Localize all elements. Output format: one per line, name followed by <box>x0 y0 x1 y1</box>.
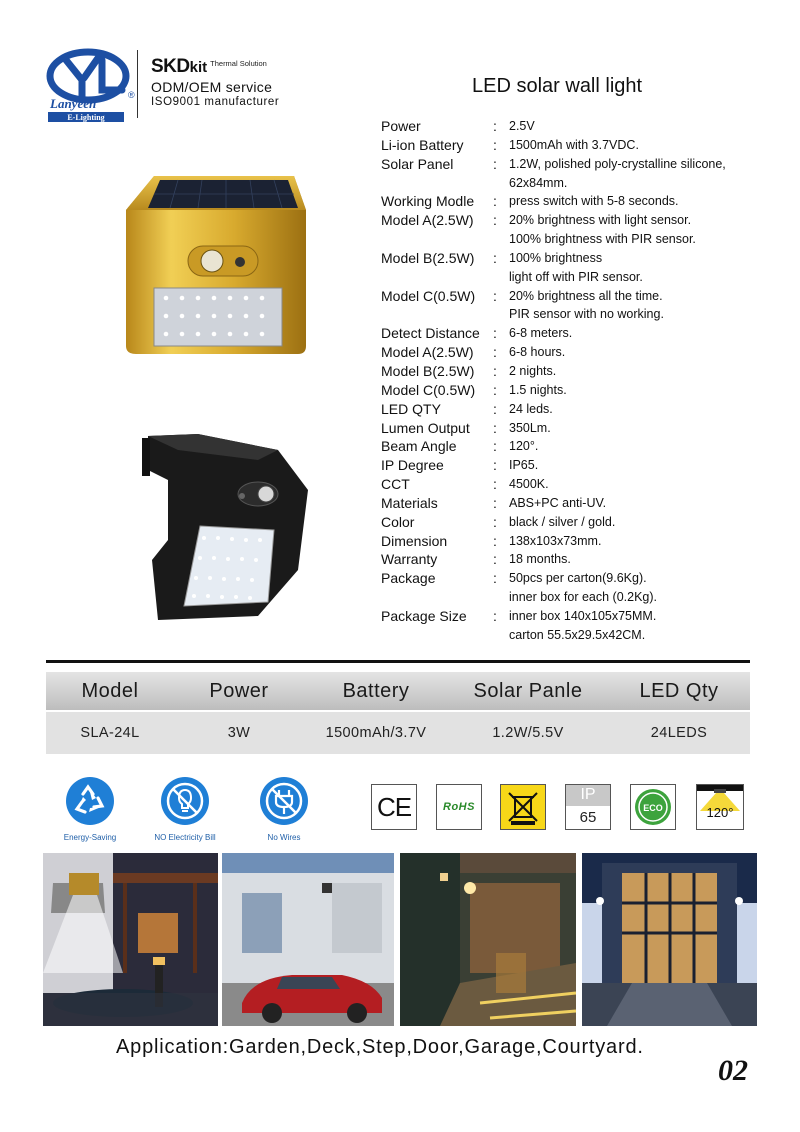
page-number: 02 <box>718 1054 748 1087</box>
iso-text: ISO9001 manufacturer <box>151 96 280 108</box>
spec-value <box>509 287 664 325</box>
spec-row <box>381 569 726 607</box>
rohs-text: RoHS <box>443 801 475 813</box>
spec-label: Warranty <box>381 551 438 568</box>
application-text: Application:Garden,Deck,Step,Door,Garage,Courtyard. <box>116 1036 644 1058</box>
spec-value-line: 62x84mm. <box>509 175 568 190</box>
spec-colon: : <box>493 570 497 587</box>
spec-value <box>509 155 726 193</box>
spec-value-line: 18 months. <box>509 552 571 567</box>
spec-colon: : <box>493 155 497 172</box>
spec-value-line: 1.5 nights. <box>509 382 567 397</box>
spec-value-line: 2.5V <box>509 119 535 133</box>
no-bulb-icon <box>160 776 210 826</box>
spec-label: Model B(2.5W) <box>381 362 475 379</box>
spec-label: LED QTY <box>381 400 441 417</box>
feature-label-no-electricity-bill: NO Electricity Bill <box>154 833 216 842</box>
specification-list <box>381 117 726 645</box>
spec-label: Model C(0.5W) <box>381 381 476 398</box>
spec-value <box>509 324 572 343</box>
model-table <box>46 672 750 754</box>
spec-colon: : <box>493 136 497 153</box>
spec-colon: : <box>493 381 497 398</box>
photo-garage <box>222 853 394 1026</box>
spec-row <box>381 362 726 381</box>
spec-row <box>381 192 726 211</box>
beam-angle-mark <box>696 784 744 830</box>
spec-value <box>509 136 639 155</box>
cell-solar-panel: 1.2W/5.5V <box>492 725 564 741</box>
spec-value-line: 100% brightness with PIR sensor. <box>509 232 696 247</box>
spec-colon: : <box>493 457 497 474</box>
kit-text: kit <box>189 59 208 76</box>
spec-value-line: 50pcs per carton(9.6Kg). <box>509 571 647 586</box>
spec-value <box>509 456 538 475</box>
spec-value-line: 138x103x73mm. <box>509 533 602 548</box>
spec-value <box>509 211 696 249</box>
spec-label: Materials <box>381 494 438 511</box>
spec-label: Dimension <box>381 532 448 549</box>
spec-colon: : <box>493 494 497 511</box>
spec-value <box>509 192 679 211</box>
spec-row <box>381 437 726 456</box>
spec-value <box>509 362 556 381</box>
spec-value-line: 1500mAh with 3.7VDC. <box>509 137 639 152</box>
spec-value <box>509 550 571 569</box>
spec-row <box>381 155 726 193</box>
spec-row <box>381 532 726 551</box>
spec-colon: : <box>493 400 497 417</box>
spec-value-line: 350Lm. <box>509 420 551 435</box>
spec-value <box>509 400 553 419</box>
spec-value-line: black / silver / gold. <box>509 514 616 529</box>
feature-label-no-wires: No Wires <box>267 833 301 842</box>
spec-row <box>381 249 726 287</box>
spec-value <box>509 249 643 287</box>
spec-label: CCT <box>381 476 410 493</box>
spec-value <box>509 437 538 456</box>
ip65-mark <box>565 784 611 830</box>
spec-value <box>509 381 567 400</box>
spec-label: Working Modle <box>381 193 475 210</box>
photo-courtyard <box>582 853 757 1026</box>
lanyeeh-logo <box>44 46 140 124</box>
spec-value-line: 1.2W, polished poly-crystalline silicone, <box>509 156 726 171</box>
spec-value-line: ABS+PC anti-UV. <box>509 495 607 510</box>
spec-value-line: 100% brightness <box>509 250 603 265</box>
spec-row <box>381 381 726 400</box>
spec-colon: : <box>493 438 497 455</box>
model-table-header <box>46 672 750 712</box>
spec-row <box>381 550 726 569</box>
spec-label: Package <box>381 570 436 587</box>
spec-value <box>509 607 656 645</box>
spec-colon: : <box>493 249 497 266</box>
header-solar-panel: Solar Panle <box>473 679 583 702</box>
spec-value <box>509 513 615 532</box>
odm-oem-text: ODM/OEM service <box>151 79 273 95</box>
spec-colon: : <box>493 193 497 210</box>
spec-value-line: 24 leds. <box>509 401 553 416</box>
thermal-solution-text: Thermal Solution <box>210 59 267 68</box>
spec-row <box>381 494 726 513</box>
black-solar-light-image <box>138 430 324 626</box>
angle-text: 120° <box>706 805 734 820</box>
spec-colon: : <box>493 532 497 549</box>
spec-row <box>381 343 726 362</box>
header-led-qty: LED Qty <box>639 679 719 702</box>
crossed-bin-icon <box>503 787 543 827</box>
spec-label: Li-ion Battery <box>381 136 464 153</box>
spec-value <box>509 475 549 494</box>
spec-label: Model A(2.5W) <box>381 344 474 361</box>
spec-label: Detect Distance <box>381 325 480 342</box>
spec-colon: : <box>493 476 497 493</box>
spec-row <box>381 400 726 419</box>
spec-value <box>509 419 551 438</box>
spec-value-line: 20% brightness all the time. <box>509 288 663 303</box>
spec-colon: : <box>493 362 497 379</box>
weee-mark <box>500 784 546 830</box>
spec-row <box>381 136 726 155</box>
ce-text: CE <box>376 791 412 822</box>
header-power: Power <box>209 679 269 702</box>
spec-colon: : <box>493 118 497 134</box>
spec-value-line: 120°. <box>509 439 539 454</box>
spec-colon: : <box>493 607 497 624</box>
spec-value-line: press switch with 5-8 seconds. <box>509 194 679 209</box>
eco-icon <box>633 787 673 827</box>
logo-tagline: E-Lighting <box>67 113 105 122</box>
product-title: LED solar wall light <box>472 75 643 97</box>
spec-label: Model C(0.5W) <box>381 287 476 304</box>
spec-colon: : <box>493 325 497 342</box>
spec-label: IP Degree <box>381 457 444 474</box>
registered-mark: ® <box>128 90 135 100</box>
cell-power: 3W <box>227 725 251 741</box>
ce-mark <box>371 784 417 830</box>
spec-value-line: 4500K. <box>509 477 549 492</box>
eco-text: ECO <box>643 803 663 813</box>
spec-colon: : <box>493 419 497 436</box>
spec-label: Power <box>381 118 421 134</box>
spec-row <box>381 456 726 475</box>
rohs-mark <box>436 784 482 830</box>
spec-row <box>381 211 726 249</box>
photo-deck <box>400 853 576 1026</box>
ip-value: 65 <box>579 809 597 826</box>
spec-label: Beam Angle <box>381 438 457 455</box>
table-top-rule <box>46 660 750 663</box>
spec-value-line: carton 55.5x29.5x42CM. <box>509 627 646 642</box>
photo-garden <box>43 853 218 1026</box>
logo-brand-text: Lanyeeh <box>50 96 97 111</box>
no-plug-icon <box>259 776 309 826</box>
spec-row <box>381 419 726 438</box>
spec-label: Model B(2.5W) <box>381 249 475 266</box>
spec-value <box>509 532 601 551</box>
spec-value <box>509 117 535 136</box>
spec-value-line: 6-8 hours. <box>509 345 566 360</box>
spec-row <box>381 117 726 136</box>
spec-colon: : <box>493 513 497 530</box>
cell-led-qty: 24LEDS <box>650 725 708 741</box>
spec-row <box>381 475 726 494</box>
cell-battery: 1500mAh/3.7V <box>325 725 427 741</box>
spec-value-line: inner box 140x105x75MM. <box>509 608 657 623</box>
spec-value <box>509 569 657 607</box>
logo-divider <box>137 50 138 118</box>
header-battery: Battery <box>342 679 410 702</box>
spec-colon: : <box>493 287 497 304</box>
recycle-icon <box>65 776 115 826</box>
spec-label: Lumen Output <box>381 419 470 436</box>
spec-value-line: PIR sensor with no working. <box>509 307 664 322</box>
spec-colon: : <box>493 551 497 568</box>
skd-logo <box>151 56 279 78</box>
model-table-row <box>46 712 750 754</box>
feature-label-energy-saving: Energy-Saving <box>63 833 117 842</box>
spec-value-line: 2 nights. <box>509 363 557 378</box>
spec-value <box>509 494 606 513</box>
spec-row <box>381 324 726 343</box>
feature-energy-saving <box>35 776 145 842</box>
skd-text: SKD <box>151 56 190 77</box>
spec-value-line: IP65. <box>509 458 539 473</box>
spec-label: Package Size <box>381 607 467 624</box>
spec-value <box>509 343 565 362</box>
ip-label: IP <box>566 784 610 806</box>
feature-no-wires <box>229 776 339 842</box>
cell-model: SLA-24L <box>80 725 140 741</box>
gold-solar-light-image <box>118 170 314 356</box>
spec-colon: : <box>493 344 497 361</box>
spec-row <box>381 287 726 325</box>
eco-mark <box>630 784 676 830</box>
spec-value-line: 20% brightness with light sensor. <box>509 213 692 228</box>
spec-value-line: 6-8 meters. <box>509 326 573 341</box>
spec-colon: : <box>493 212 497 229</box>
skd-brand-block <box>151 56 279 108</box>
spec-label: Color <box>381 513 415 530</box>
spec-row <box>381 513 726 532</box>
header-model: Model <box>81 679 139 702</box>
spec-label: Model A(2.5W) <box>381 212 474 229</box>
spec-row <box>381 607 726 645</box>
feature-no-electricity-bill <box>130 776 240 842</box>
spec-value-line: light off with PIR sensor. <box>509 269 643 284</box>
spec-label: Solar Panel <box>381 155 454 172</box>
spec-value-line: inner box for each (0.2Kg). <box>509 590 657 605</box>
